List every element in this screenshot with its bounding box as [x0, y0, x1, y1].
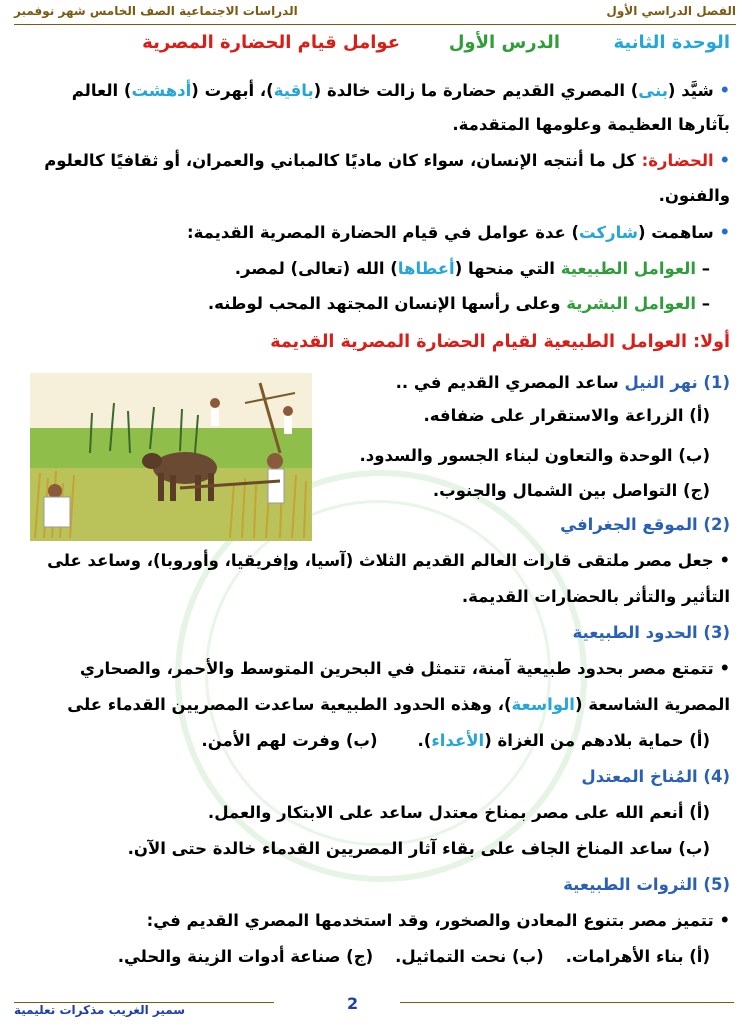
borders-heading: (3) الحدود الطبيعية	[572, 623, 730, 642]
resources-heading: (5) الثروات الطبيعية	[563, 875, 730, 894]
climate-heading: (4) المُناخ المعتدل	[581, 767, 730, 786]
nile-heading: (1) نهر النيل	[624, 373, 730, 392]
climate-item-a: (أ) أنعم الله على مصر بمناخ معتدل ساعد على الابتكار والعمل.	[207, 803, 710, 822]
unit-label: الوحدة الثانية	[613, 32, 730, 53]
geo-heading: (2) الموقع الجغرافي	[560, 515, 730, 534]
page-header	[14, 4, 736, 22]
nile-item-c: (ج) التواصل بين الشمال والجنوب.	[432, 481, 710, 500]
borders-line-3: (أ) حماية بلادهم من الغزاة (الأعداء).(ب) وفرت لهم الأمن.	[201, 731, 710, 750]
nile-heading-line: (1) نهر النيل ساعد المصري القديم في ..	[395, 373, 730, 392]
borders-line-1: • تتمتع مصر بحدود طبيعية آمنة، تتمثل في البحرين المتوسط والأحمر، والصحاري	[79, 659, 730, 678]
definition-line-1: • الحضارة: كل ما أنتجه الإنسان، سواء كان ماديًا كالمباني والعمران، أو ثقافيًا كالعلوم	[44, 151, 730, 170]
definition-term: الحضارة:	[641, 151, 714, 170]
resources-line-1: • تتميز مصر بتنوع المعادن والصخور، وقد استخدمها المصري القديم في:	[146, 911, 730, 930]
footer-author: سمير الغريب مذكرات تعليمية	[14, 1003, 186, 1017]
header-divider	[14, 24, 736, 25]
nile-item-b: (ب) الوحدة والتعاون لبناء الجسور والسدود.	[359, 446, 710, 465]
factors-intro: • ساهمت (شاركت) عدة عوامل في قيام الحضارة المصرية القديمة:	[187, 223, 730, 242]
climate-item-b: (ب) ساعد المناخ الجاف على بقاء آثار المصريين القدماء خالدة حتى الآن.	[127, 839, 710, 858]
page-number: 2	[347, 994, 359, 1013]
resources-items: (أ) بناء الأهرامات.(ب) نحت التماثيل.(ج) صناعة أدوات الزينة والحلي.	[117, 947, 710, 966]
borders-line-2: المصرية الشاسعة (الواسعة)، وهذه الحدود الطبيعية ساعدت المصريين القدماء على	[67, 695, 730, 714]
lesson-label: الدرس الأول	[448, 32, 560, 53]
lesson-title-row	[20, 32, 730, 58]
natural-factors: – العوامل الطبيعية التي منحها (أعطاها) الله (تعالى) لمصر.	[234, 259, 710, 278]
footer-divider-right	[400, 1002, 734, 1003]
lesson-topic: عوامل قيام الحضارة المصرية	[142, 32, 400, 53]
header-semester: الفصل الدراسي الأول	[606, 4, 736, 18]
section-heading-1: أولا: العوامل الطبيعية لقيام الحضارة المصرية القديمة	[270, 332, 730, 352]
header-subject: الدراسات الاجتماعية الصف الخامس شهر نوفمبر	[14, 4, 298, 18]
intro-line-1: • شيَّد (بنى) المصري القديم حضارة ما زالت خالدة (باقية)، أبهرت (أدهشت) العالم	[71, 81, 730, 100]
human-factors: – العوامل البشرية وعلى رأسها الإنسان المجتهد المحب لوطنه.	[207, 294, 710, 313]
geo-line-2: التأثير والتأثر بالحضارات القديمة.	[461, 587, 730, 606]
definition-line-2: والفنون.	[658, 186, 730, 205]
intro-line-2: بآثارها العظيمة وعلومها المتقدمة.	[452, 115, 730, 134]
geo-line-1: • جعل مصر ملتقى قارات العالم القديم الثلاث (آسيا، وإفريقيا، وأوروبا)، وساعد على	[47, 551, 730, 570]
nile-item-a: (أ) الزراعة والاستقرار على ضفافه.	[423, 406, 710, 425]
